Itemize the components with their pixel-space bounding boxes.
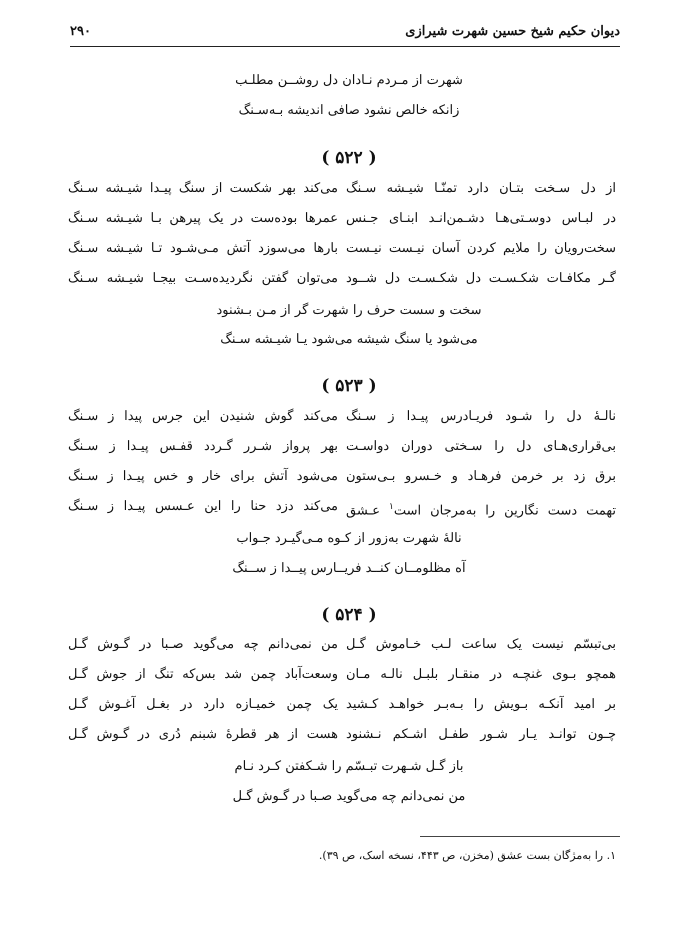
page-number: ۲۹۰ — [70, 24, 91, 39]
verse-hemistich-b: می‌شود آتش برای خار و خس پیـدا ز سـنگ — [68, 469, 338, 484]
closing-line-2: آه مظلومــان کنــد فریــارس پیــدا ز ســنگ — [232, 561, 466, 576]
poem-number: ( ۵۲۳ ) — [321, 376, 377, 396]
verse-hemistich-a: چـون توانـد یـار شـور طفـل اشـکم نـشنود — [346, 727, 616, 742]
verse-hemistich-a: بر امید آنکـه بـویش را بـه‌بـر خواهـد کـشید — [346, 697, 616, 712]
verse-hemistich-a: بی‌تبسّم نیست یک ساعت لـب خـاموش گـل — [346, 637, 616, 652]
footnote: ۱. را به‌مژگان بست عشق (مخزن، ص ۴۴۳، نسخه اسک، ص ۳۹). — [318, 849, 616, 862]
closing-line-1: نالهٔ شهرت به‌زور از کـوه مـی‌گیـرد جـواب — [236, 531, 462, 546]
verse-hemistich-b: یک چمن خمیـازه دارد در بغـل آغـوش گـل — [68, 697, 338, 712]
book-title: دیوان حکیم شیخ حسین شهرت شیرازی — [405, 24, 620, 39]
verse-hemistich-b: بارها می‌سوزد آتش مـی‌شـود تـا شیـشه سـنگ — [68, 241, 338, 256]
verse-hemistich-b: هست از هر قطرهٔ شبنم دُری در گـوش گـل — [68, 727, 338, 742]
closing-line-1: باز گـل شـهرت تبـسّم را شـکفتن کـرد نـام — [234, 759, 464, 774]
footnote-marker: ۱ — [388, 502, 394, 512]
verse-hemistich-a: سخت‌رویان را ملایم کردن آسان نیـست نیـست — [346, 241, 616, 256]
verse-hemistich-b: بهر پرواز شـرر گـردد قفـس پیـدا ز سـنگ — [68, 439, 338, 454]
verse-hemistich-b: می‌کند بهر شکست از سنگ پیـدا شیـشه سـنگ — [68, 181, 338, 196]
verse-hemistich-b: وسعت‌آباد چمن شد بس‌که تنگ از جوش گـل — [68, 667, 338, 682]
verse-hemistich-a — [346, 498, 616, 520]
poem-number: ( ۵۲۲ ) — [321, 148, 377, 168]
hemistich-text: تهمت دست نگارین را به‌مرجان است — [393, 503, 616, 519]
hemistich-tail: عـشق — [346, 503, 389, 519]
verse-hemistich-b: می‌توان گفتن نگردیده‌سـت بیجـا شیـشه سـنگ — [68, 271, 338, 286]
closing-line-2: من نمی‌دانم چه می‌گوید صـبا در گـوش گـل — [232, 789, 466, 804]
verse-hemistich-a: بی‌قراری‌هـای دل را سـختی دوران دواسـت — [346, 439, 616, 454]
poem-number: ( ۵۲۴ ) — [321, 605, 377, 625]
verse-hemistich-b: می‌کند گوش شنیدن این جرس پیدا ز سـنگ — [68, 409, 338, 424]
intro-line-1: شهرت از مـردم نـادان دل روشــن مطلـب — [235, 73, 463, 88]
intro-line-2: زانکه خالص نشود صافی اندیشه بـه‌سـنگ — [238, 103, 460, 118]
verse-hemistich-a: نالـهٔ دل را شـود فریـادرس پیـدا ز سـنگ — [346, 409, 616, 424]
closing-line-1: سخت و سست حرف را شهرت گر از مـن بـشنود — [216, 303, 482, 318]
closing-line-2: می‌شود یا سنگ شیشه می‌شود یـا شیـشه سـنگ — [220, 332, 478, 347]
verse-hemistich-b: عمرها بوده‌ست در یک پیرهن بـا شیـشه سـنگ — [68, 211, 338, 226]
verse-hemistich-b: می‌کند دزد حنا را این عـسس پیـدا ز سـنگ — [68, 499, 338, 514]
verse-hemistich-a: گـر مکافـات شکـسـت دل شکـسـت دل شــود — [346, 271, 616, 286]
verse-hemistich-a: همچو بـوی غنچـه در منقـار بلبـل نالـه مـان — [346, 667, 616, 682]
footnote-divider — [420, 836, 620, 837]
verse-hemistich-a: از دل سـخت بتـان دارد تمنّـا شیـشه سـنگ — [346, 181, 616, 196]
page-header — [70, 20, 620, 47]
verse-hemistich-a: در لبـاس دوسـتی‌هـا دشـمن‌انـد ابنـای جـنس — [346, 211, 616, 226]
verse-hemistich-b: من نمی‌دانم چه می‌گوید صـبا در گـوش گـل — [68, 637, 338, 652]
verse-hemistich-a: برق زد بر خرمن فرهـاد و خـسرو بـی‌ستون — [346, 469, 616, 484]
